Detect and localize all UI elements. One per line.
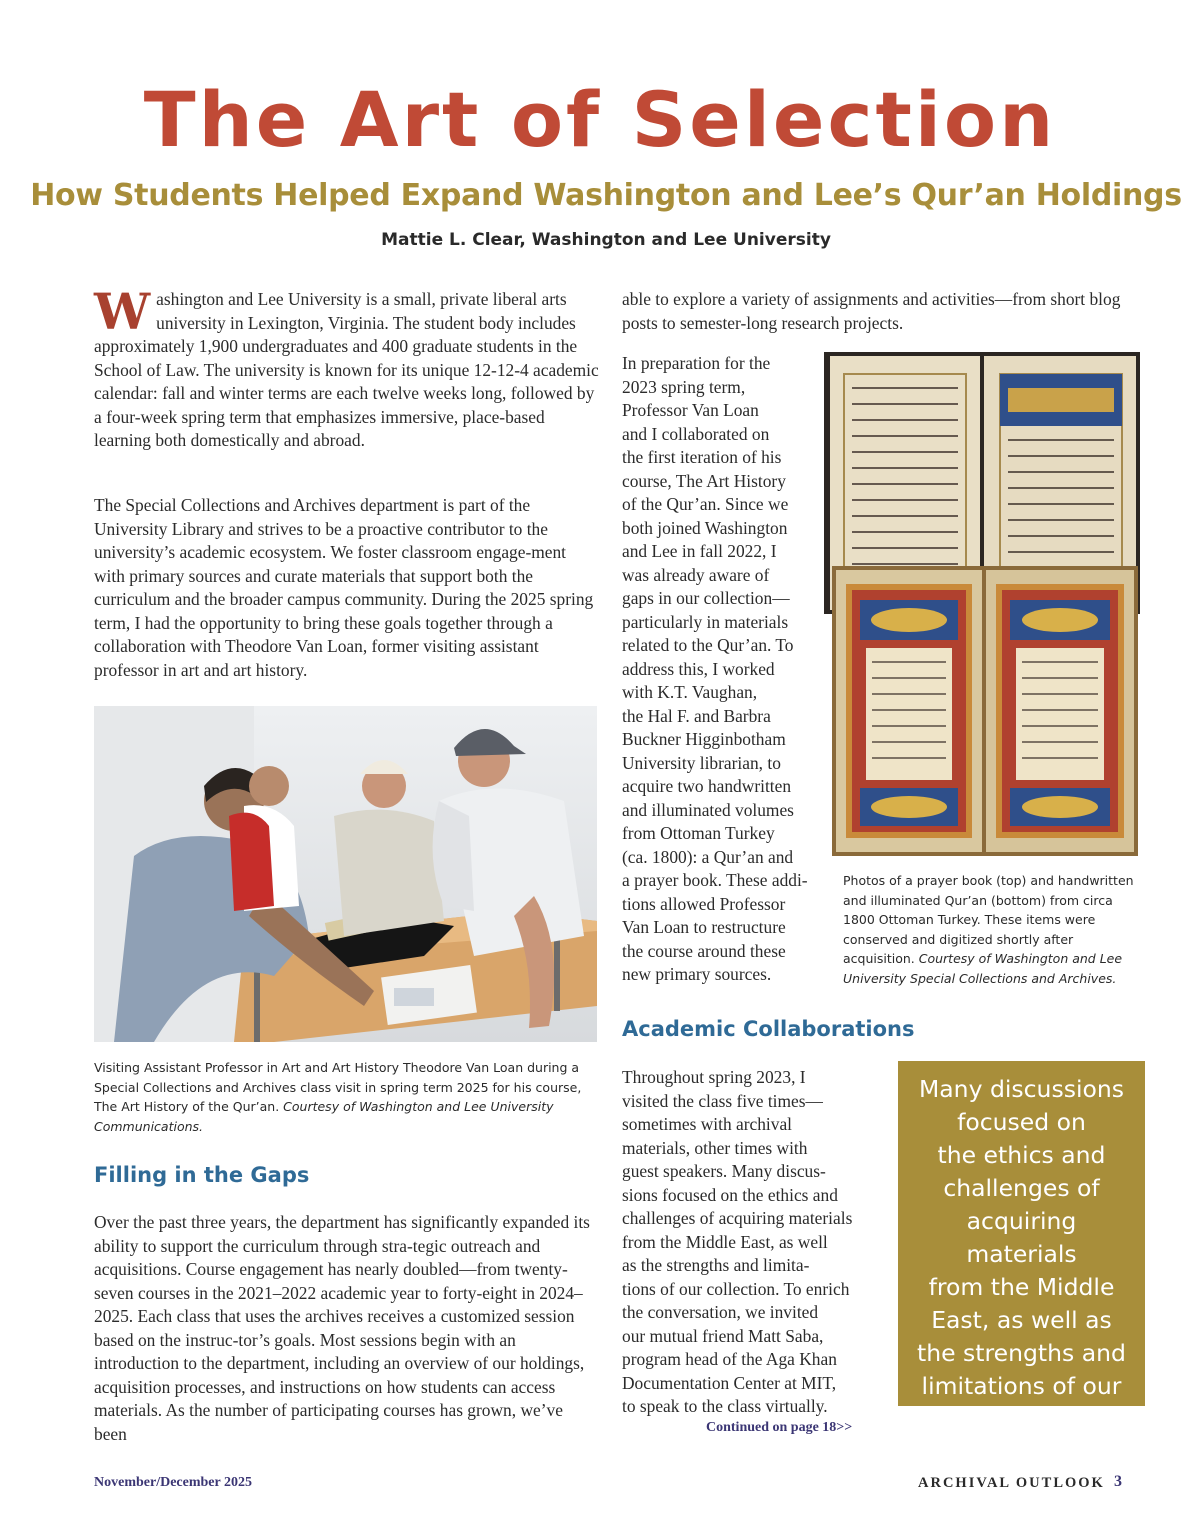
section-heading-filling-gaps: Filling in the Gaps — [94, 1163, 310, 1187]
text-line: tions of our collection. To enrich — [622, 1278, 850, 1299]
pull-quote-line: limitations of our — [921, 1372, 1122, 1400]
text-line: tions allowed Professor — [622, 893, 786, 914]
text-line: of the Qur’an. Since we — [622, 494, 789, 514]
text-line: Van Loan to restructure — [622, 917, 786, 937]
pull-quote-line: from the Middle — [928, 1273, 1115, 1301]
manuscript-photo-image — [822, 348, 1142, 870]
text-line: In preparation for the — [622, 353, 771, 373]
text-line: the course around these — [622, 940, 786, 961]
text-line: guest speakers. Many discus- — [622, 1161, 826, 1181]
classroom-caption-credit: Courtesy of Washington and Lee University Communications. — [94, 1099, 554, 1134]
text-line: visited the class five times— — [622, 1090, 823, 1111]
text-line: was already aware of — [622, 564, 770, 585]
text-line: Buckner Higginbotham — [622, 729, 786, 749]
text-line: 2023 spring term, — [622, 376, 746, 397]
pull-quote-line: the ethics and — [937, 1141, 1106, 1169]
text-line: acquire two handwritten — [622, 776, 792, 796]
text-line: and Lee in fall 2022, I — [622, 541, 777, 561]
text-line: sometimes with archival — [622, 1114, 793, 1134]
pull-quote-line: challenges of — [943, 1174, 1100, 1202]
pull-quote-line: Many discussions — [919, 1075, 1124, 1103]
text-line: gaps in our collection— — [622, 588, 790, 608]
text-line: materials, other times with — [622, 1137, 808, 1158]
manuscript-caption-text: Photos of a prayer book (top) and handwritten and illuminated Qur’an (bottom) from circa 1800 Ottoman Turkey. These items were conserved and digitized shortly after acquisition. — [843, 873, 1134, 966]
text-line: a prayer book. These addi- — [622, 870, 808, 890]
text-line: with K.T. Vaughan, — [622, 682, 758, 702]
classroom-caption-text: Visiting Assistant Professor in Art and Art History Theodore Van Loan during a Special Collections and Archives class visit in spring term 2025 for his course, The Art History of the Qur’an. — [94, 1060, 582, 1114]
drop-cap: W — [94, 282, 151, 341]
manuscript-caption-credit: Courtesy of Washington and Lee University Special Collections and Archives. — [843, 951, 1123, 986]
text-line: Professor Van Loan — [622, 400, 759, 420]
filling-gaps-paragraph: Over the past three years, the department has significantly expanded its ability to support the curriculum through stra-tegic outreach and acquisitions. Course engagement has nearly doubled—from twenty-seven courses in the 2021–2022 academic year to forty-eight in 2024–2025. Each class that uses the archives receives a customized session based on the instruc-tor’s goals. Most sessions begin with an introduction to the department, including an overview of our holdings, acquisition processes, and instructions on how students can access materials. As the number of participating courses has grown, we’ve been — [94, 1212, 590, 1444]
footer-page-number: 3 — [1114, 1473, 1122, 1490]
text-line: to speak to the class virtually. — [622, 1396, 828, 1416]
preparation-paragraph — [622, 352, 827, 987]
text-line: University librarian, to — [622, 752, 781, 773]
continued-paragraph: able to explore a variety of assignments and activities—from short blog posts to semester-long research projects. — [622, 289, 1121, 333]
pull-quote-line: the strengths and — [917, 1339, 1126, 1367]
text-line: (ca. 1800): a Qur’an and — [622, 846, 794, 867]
page-subtitle: How Students Helped Expand Washington and Lee’s Qur’an Holdings — [30, 178, 1182, 213]
footer-issue-date: November/December 2025 — [94, 1475, 252, 1490]
text-line: related to the Qur’an. To — [622, 635, 794, 655]
text-line: program head of the Aga Khan — [622, 1349, 837, 1369]
text-line: as the strengths and limita- — [622, 1255, 810, 1275]
intro-paragraph-2: The Special Collections and Archives department is part of the University Library and strives to be a proactive contributor to the university’s academic ecosystem. We foster classroom engage-ment with primary sources and curate materials that support both the curriculum and the broader campus community. During the 2025 spring term, I had the opportunity to bring these goals together through a collaboration with Theodore Van Loan, former visiting assistant professor in art and art history. — [94, 495, 594, 680]
text-line: both joined Washington — [622, 517, 788, 538]
pull-quote-line: acquiring materials — [966, 1207, 1077, 1268]
text-line: from the Middle East, as well — [622, 1231, 828, 1252]
academic-collaborations-paragraph — [622, 1066, 890, 1419]
text-line: the Hal F. and Barbra — [622, 705, 771, 726]
pull-quote — [898, 1061, 1145, 1433]
author-byline: Mattie L. Clear, Washington and Lee University — [381, 230, 831, 250]
text-line: from Ottoman Turkey — [622, 823, 775, 843]
intro-paragraph-1 — [94, 282, 599, 453]
quran-book — [832, 566, 1138, 856]
text-line: the first iteration of his — [622, 447, 782, 467]
classroom-photo — [94, 706, 597, 1042]
text-line: our mutual friend Matt Saba, — [622, 1325, 824, 1346]
text-line: particularly in materials — [622, 611, 789, 632]
footer-publication-name: ARCHIVAL OUTLOOK — [918, 1475, 1105, 1491]
text-line: and illuminated volumes — [622, 799, 794, 820]
text-line: sions focused on the ethics and — [622, 1184, 838, 1205]
text-line: address this, I worked — [622, 658, 775, 679]
classroom-photo-image — [94, 706, 597, 1042]
text-line: new primary sources. — [622, 964, 772, 984]
classroom-photo-caption — [94, 1058, 599, 1136]
pull-quote-line: East, as well as — [931, 1306, 1112, 1334]
text-line: course, The Art History — [622, 470, 786, 491]
text-line: Throughout spring 2023, I — [622, 1067, 806, 1087]
pull-quote-line: collection. — [961, 1405, 1082, 1433]
continued-link[interactable]: Continued on page 18>> — [706, 1420, 853, 1435]
manuscript-photo — [822, 348, 1142, 870]
text-line: Documentation Center at MIT, — [622, 1372, 837, 1393]
pull-quote-line: focused on — [957, 1108, 1086, 1136]
text-line: the conversation, we invited — [622, 1302, 819, 1322]
page-title: The Art of Selection — [143, 75, 1057, 164]
text-line: and I collaborated on — [622, 423, 770, 444]
manuscript-photo-caption — [843, 871, 1143, 988]
text-line: challenges of acquiring materials — [622, 1208, 853, 1228]
intro-paragraph-1-text: ashington and Lee University is a small, private liberal arts university in Lexington, Virginia. The student body includes approximately 1,900 undergraduates and 400 graduate students in the School of Law. The university is known for its unique 12-12-4 academic calendar: fall and winter terms are each twelve weeks long, followed by a four-week spring term that emphasizes immersive, place-based learning both domestically and abroad. — [94, 289, 599, 450]
section-heading-academic-collaborations: Academic Collaborations — [622, 1017, 915, 1041]
